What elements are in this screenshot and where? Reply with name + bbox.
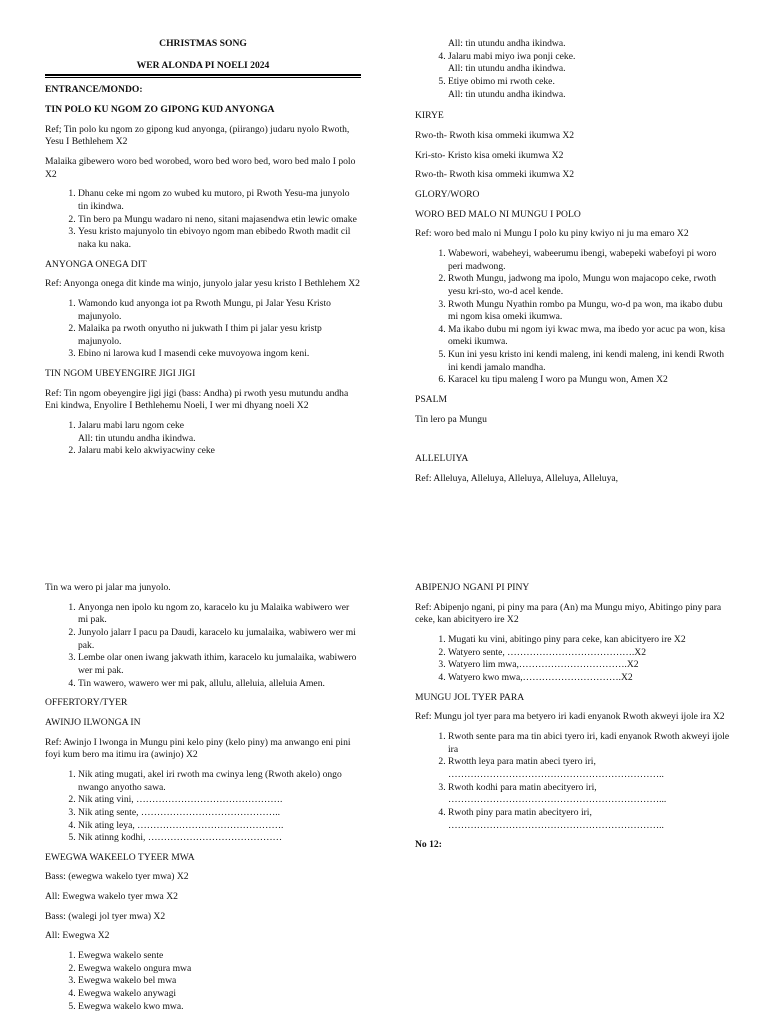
mungu-title: MUNGU JOL TYER PARA (415, 691, 525, 703)
list-item: 1. Wabewori, wabeheyi, wabeerumu ibengi, wabepeki wabefoyi pi woro peri madwong. (448, 248, 731, 273)
awinjo-verses (45, 769, 361, 845)
verse-line: 5. Etiye obimo mi rwoth ceke. (448, 75, 555, 87)
list-item: 2. Watyero sente, ………………………………….X2 (448, 647, 731, 660)
song3-verses (45, 420, 361, 458)
verse-dots: ………………………………………………………….. (448, 768, 664, 780)
ewegwa-line: Bass: (ewegwa wakelo tyer mwa) X2 (45, 871, 189, 883)
list-item: 4. Nik ating leya, ………………………………………. (78, 820, 361, 833)
list-item (78, 420, 361, 445)
number-label: No 12: (415, 839, 442, 851)
intro-line: Tin wa wero pi jalar ma junyolo. (45, 582, 171, 593)
list-item: 4. Ma ikabo dubu mi ngom iyi kwac mwa, ma ibedo yor acuc pa won, kisa omeki ikumwa. (448, 324, 731, 349)
list-item: 4. Ewegwa wakelo anywagi (78, 988, 361, 1001)
abipenjo-ref: Ref: Abipenjo ngani, pi piny ma para (An) ma Mungu miyo, Abitingo piny para ceke, kan abicityero ire X2 (415, 601, 722, 626)
verse-line: 1. Rwoth sente para ma tin abici tyero iri, kadi enyanok Rwoth akweyi ijole ira (448, 730, 730, 755)
song1-title: TIN POLO KU NGOM ZO GIPONG KUD ANYONGA (45, 103, 275, 115)
song2-title: ANYONGA ONEGA DIT (45, 258, 147, 270)
double-rule (45, 74, 361, 78)
song3-title: TIN NGOM UBEYENGIRE JIGI JIGI (45, 368, 196, 380)
list-item (78, 445, 361, 458)
column-top-left (45, 38, 361, 465)
glory-song-title: WORO BED MALO NI MUNGU I POLO (415, 208, 581, 220)
list-item: 1. Nik ating mugati, akel iri rwoth ma cwinya leng (Rwoth akelo) ongo nwango anyotho sawa. (78, 769, 361, 794)
kirye-line: Kri-sto- Kristo kisa omeki ikumwa X2 (415, 149, 564, 161)
kirye-line: Rwo-th- Rwoth kisa ommeki ikumwa X2 (415, 129, 575, 141)
list-item: 3. Lembe olar onen iwang jakwath ithim, karacelo ku jumalaika, wabiwero wer mi pak. (78, 652, 361, 677)
verse-line: 1. Jalaru mabi laru ngom ceke (78, 420, 185, 432)
verse-line: 2. Rwotth leya para matin abeci tyero iri, (448, 756, 596, 768)
alleluia-title: ALLELUIYA (415, 453, 469, 465)
psalm-line: Tin lero pa Mungu (415, 413, 487, 425)
column-bottom-left (45, 582, 361, 1020)
list-item-continued: All: tin utundu andha ikindwa. (448, 38, 566, 49)
list-item: 5. Ewegwa wakelo kwo mwa. (78, 1001, 361, 1014)
verse-line: 2. Jalaru mabi kelo akwiyacwiny ceke (78, 445, 215, 457)
list-item: 6. Karacel ku tipu maleng I woro pa Mungu won, Amen X2 (448, 374, 731, 387)
kirye-title: KIRYE (415, 110, 444, 122)
song2-verses (45, 298, 361, 361)
list-item: 2. Malaika pa rwoth onyutho ni jukwath I thim pi jalar yesu kristp majunyolo. (78, 323, 361, 348)
list-item: 3. Ewegwa wakelo bel mwa (78, 975, 361, 988)
kirye-line: Rwo-th- Rwoth kisa ommeki ikumwa X2 (415, 169, 575, 181)
list-item: 3. Watyero lim mwa,…………………………….X2 (448, 659, 731, 672)
glory-verses (415, 248, 731, 387)
song1-chorus: Malaika gibewero woro bed worobed, woro bed woro bed, woro bed malo I polo X2 (45, 155, 356, 180)
list-item: 2. Nik ating vini, ………………………………………. (78, 794, 361, 807)
list-item (448, 51, 731, 76)
song3-verses-continued (415, 38, 731, 101)
psalm-title: PSALM (415, 394, 447, 406)
offertory-title: OFFERTORY/TYER (45, 697, 128, 709)
verse-dots: ………………………………………………………….. (448, 819, 664, 831)
list-item (448, 807, 731, 832)
list-item: 2. Rwoth Mungu, jadwong ma ipolo, Mungu won majacopo ceke, rwoth yesu kri-sto, wo-d acel kende. (448, 273, 731, 298)
list-item: 2. Tin bero pa Mungu wadaro ni neno, sitani majasendwa etin lewic omake (78, 214, 361, 227)
column-bottom-right (415, 582, 731, 859)
list-item: 2. Junyolo jalarr I pacu pa Daudi, karacelo ku jumalaika, wabiwero wer mi pak. (78, 627, 361, 652)
verse-line: 3. Rwoth kodhi para matin abecityero iri, (448, 781, 597, 793)
doc-subtitle: WER ALONDA PI NOELI 2024 (136, 59, 270, 71)
list-item: 2. Ewegwa wakelo ongura mwa (78, 963, 361, 976)
list-item (448, 756, 731, 781)
list-item: 1. Wamondo kud anyonga iot pa Rwoth Mungu, pi Jalar Yesu Kristo majunyolo. (78, 298, 361, 323)
section-entrance: ENTRANCE/MONDO: (45, 84, 143, 96)
list-item: 5. Kun ini yesu kristo ini kendi maleng, ini kendi maleng, ini kendi Rwoth ini kendi jamalo mandha. (448, 349, 731, 374)
verse-response: All: tin utundu andha ikindwa. (448, 88, 566, 100)
mungu-ref: Ref: Mungu jol tyer para ma betyero iri kadi enyanok Rwoth akweyi ijole ira X2 (415, 711, 725, 723)
verse-response: All: tin utundu andha ikindwa. (448, 63, 566, 75)
list-item (448, 782, 731, 807)
list-item: 3. Ebino ni larowa kud I masendi ceke muvoyowa ingom keni. (78, 348, 361, 361)
glory-title: GLORY/WORO (415, 188, 480, 200)
column-top-right (415, 38, 731, 493)
list-item (448, 76, 731, 101)
list-item: 4. Tin wawero, wawero wer mi pak, allulu, alleluia, alleluia Amen. (78, 678, 361, 691)
list-item: 3. Nik ating sente, …………………………………….. (78, 807, 361, 820)
song1-verses (45, 188, 361, 251)
abipenjo-title: ABIPENJO NGANI PI PINY (415, 582, 530, 593)
list-item: 1. Anyonga nen ipolo ku ngom zo, karacelo ku ju Malaika wabiwero wer mi pak. (78, 602, 361, 627)
song3-ref: Ref: Tin ngom obeyengire jigi jigi (bass: Andha) pi rwoth yesu mutundu andha Eni kindwa, Enyolire I Bethlehemu Noeli, I wer mi dhyang noeli X2 (45, 387, 349, 412)
awinjo-title: AWINJO ILWONGA IN (45, 716, 141, 728)
abipenjo-verses (415, 634, 731, 685)
intro-verses (45, 602, 361, 691)
list-item: 3. Rwoth Mungu Nyathin rombo pa Mungu, wo-d pa won, ma ikabo dubu mi ngom kisa omeki ikumwa. (448, 299, 731, 324)
list-item: 4. Watyero kwo mwa,………………………….X2 (448, 672, 731, 685)
ewegwa-line: All: Ewegwa wakelo tyer mwa X2 (45, 891, 178, 903)
verse-line: 4. Jalaru mabi miyo iwa ponji ceke. (448, 50, 576, 62)
verse-dots: …………………………………………………………... (448, 794, 667, 806)
ewegwa-title: EWEGWA WAKEELO TYEER MWA (45, 851, 195, 863)
verse-response: All: tin utundu andha ikindwa. (78, 432, 196, 444)
verse-line: 4. Rwoth piny para matin abecityero iri, (448, 806, 592, 818)
list-item: 1. Ewegwa wakelo sente (78, 950, 361, 963)
mungu-verses (415, 731, 731, 832)
spacer (415, 433, 731, 453)
list-item: 3. Yesu kristo majunyolo tin ebivoyo ngom man ebibedo Rwoth madit cil naka ku naka. (78, 226, 361, 251)
awinjo-ref: Ref: Awinjo I lwonga in Mungu pini kelo piny (kelo piny) ma anwango eni pini foyi kum bero ma itimu ira (awinjo) X2 (45, 736, 351, 761)
list-item: 1. Dhanu ceke mi ngom zo wubed ku mutoro, pi Rwoth Yesu-ma junyolo tin ikindwa. (78, 188, 361, 213)
ewegwa-line: All: Ewegwa X2 (45, 930, 110, 942)
list-item: 5. Nik atinng kodhi, …………………………………… (78, 832, 361, 845)
list-item: 1. Mugati ku vini, abitingo piny para ceke, kan abicityero ire X2 (448, 634, 731, 647)
song1-ref: Ref; Tin polo ku ngom zo gipong kud anyonga, (piirango) judaru nyolo Rwoth, Yesu I Bethlehem X2 (45, 123, 350, 148)
song2-ref: Ref: Anyonga onega dit kinde ma winjo, junyolo jalar yesu kristo I Bethlehem X2 (45, 278, 360, 290)
list-item (448, 731, 731, 756)
ewegwa-verses (45, 950, 361, 1013)
ewegwa-line: Bass: (walegi jol tyer mwa) X2 (45, 910, 166, 922)
glory-ref: Ref: woro bed malo ni Mungu I polo ku piny kwiyo ni ju ma emaro X2 (415, 228, 689, 240)
alleluia-ref: Ref: Alleluya, Alleluya, Alleluya, Alleluya, Alleluya, (415, 473, 619, 485)
doc-title: CHRISTMAS SONG (159, 38, 247, 49)
